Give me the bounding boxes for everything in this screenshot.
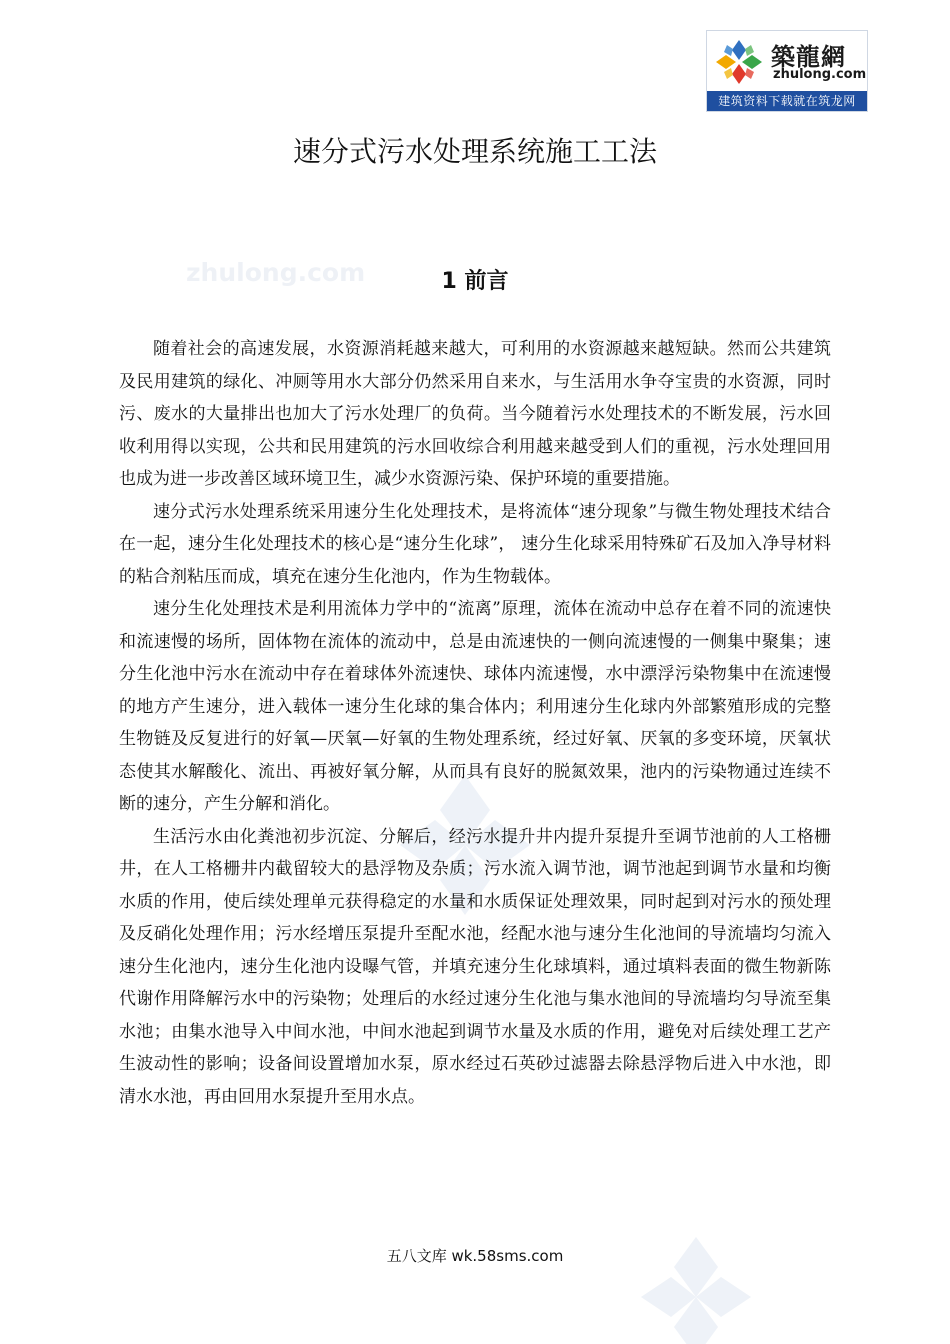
- logo-domain: zhulong.com: [773, 67, 867, 82]
- watermark-text: zhulong.com: [186, 258, 366, 287]
- document-body: [119, 333, 831, 1113]
- section-heading: 1 前言: [441, 269, 509, 294]
- paragraph: 生活污水由化粪池初步沉淀、分解后，经污水提升井内提升泵提升至调节池前的人工格栅井，在人工格栅井内截留较大的悬浮物及杂质；污水流入调节池，调节池起到调节水量和均衡水质的作用，使后续处理单元获得稳定的水量和水质保证处理效果，同时起到对污水的预处理及反硝化处理作用；污水经增压泵提升至配水池，经配水池与速分生化池间的导流墙均匀流入速分生化池内，速分生化池内设曝气管，并填充速分生化球填料，通过填料表面的微生物新陈代谢作用降解污水中的污染物；处理后的水经过速分生化池与集水池间的导流墙均匀导流至集水池；由集水池导入中间水池，中间水池起到调节水量及水质的作用，避免对后续处理工艺产生波动性的影响；设备间设置增加水泵，原水经过石英砂过滤器去除悬浮物后进入中水池，即清水水池，再由回用水泵提升至用水点。: [119, 826, 831, 1107]
- paragraph: 随着社会的高速发展，水资源消耗越来越大，可利用的水资源越来越短缺。然而公共建筑及民用建筑的绿化、冲厕等用水大部分仍然采用自来水，与生活用水争夺宝贵的水资源，同时污、废水的大量排出也加大了污水处理厂的负荷。当今随着污水处理技术的不断发展，污水回收利用得以实现，公共和民用建筑的污水回收综合利用越来越受到人们的重视，污水处理回用也成为进一步改善区域环境卫生，减少水资源污染、保护环境的重要措施。: [119, 339, 831, 489]
- zhulong-snowflake-icon: [713, 37, 765, 87]
- paragraph: 速分式污水处理系统采用速分生化处理技术，是将流体“速分现象”与微生物处理技术结合在一起，速分生化处理技术的核心是“速分生化球”， 速分生化球采用特殊矿石及加入净导材料的粘合剂粘压而成，填充在速分生化池内，作为生物载体。: [119, 501, 831, 587]
- footer-source: 五八文库 wk.58sms.com: [386, 1247, 564, 1265]
- logo-slogan: 建筑资料下载就在筑龙网: [707, 91, 867, 111]
- zhulong-logo: [706, 30, 868, 112]
- paragraph: 速分生化处理技术是利用流体力学中的“流离”原理，流体在流动中总存在着不同的流速快和流速慢的场所，固体物在流体的流动中，总是由流速快的一侧向流速慢的一侧集中聚集；速分生化池中污水在流动中存在着球体外流速快、球体内流速慢，水中漂浮污染物集中在流速慢的地方产生速分，进入载体一速分生化球的集合体内；利用速分生化球内外部繁殖形成的完整生物链及反复进行的好氧—厌氧—好氧的生物处理系统，经过好氧、厌氧的多变环境，厌氧状态使其水解酸化、流出、再被好氧分解，从而具有良好的脱氮效果，池内的污染物通过连续不断的速分，产生分解和消化。: [119, 599, 831, 814]
- logo-name: 築龍網: [771, 43, 846, 71]
- document-title: 速分式污水处理系统施工工法: [292, 135, 657, 168]
